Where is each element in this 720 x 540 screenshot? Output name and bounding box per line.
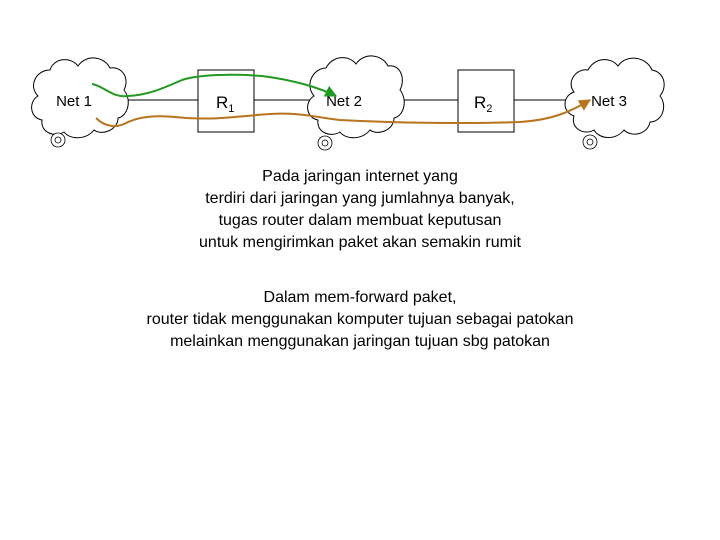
paragraph-routing-complexity	[0, 166, 720, 254]
net2-cloud	[308, 56, 405, 150]
net3-cloud	[565, 58, 664, 149]
net3-label: Net 3	[591, 93, 627, 110]
text-line: melainkan menggunakan jaringan tujuan sbg patokan	[170, 333, 550, 350]
globe-icon	[583, 135, 597, 149]
text-line: Pada jaringan internet yang	[262, 168, 458, 185]
globe-icon	[318, 136, 332, 150]
text-line: untuk mengirimkan paket akan semakin rumit	[199, 234, 521, 251]
globe-icon	[51, 133, 65, 147]
text-line: terdiri dari jaringan yang jumlahnya banyak,	[205, 190, 515, 207]
text-line: Dalam mem-forward paket,	[263, 289, 457, 306]
net2-label: Net 2	[326, 93, 362, 110]
r2-label: $R_2$	[474, 93, 493, 115]
net1-cloud	[32, 58, 129, 147]
r1-label: $R_1$	[216, 93, 235, 115]
router-r1	[198, 70, 254, 132]
net1-label: Net 1	[56, 93, 92, 110]
text-line: router tidak menggunakan komputer tujuan sebagai patokan	[146, 311, 574, 328]
text-line: tugas router dalam membuat keputusan	[218, 212, 502, 229]
paragraph-forwarding-basis	[0, 287, 720, 353]
